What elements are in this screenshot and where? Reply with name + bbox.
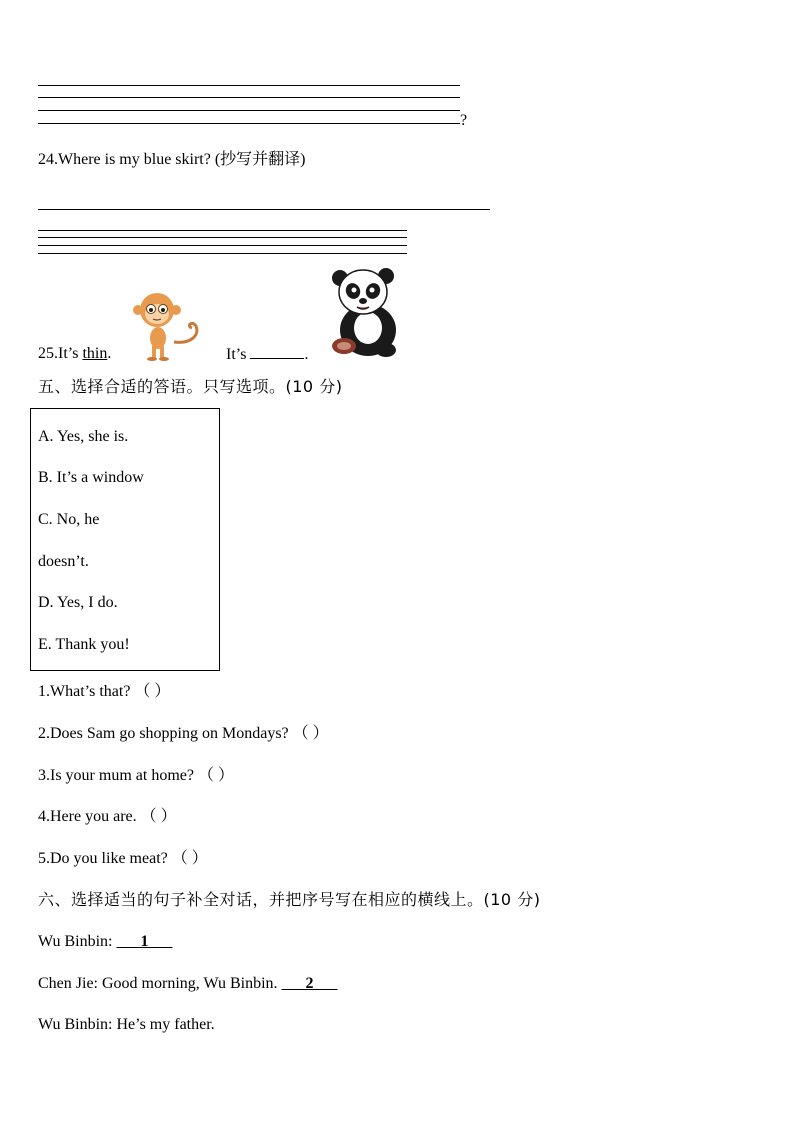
answer-line[interactable] (38, 245, 407, 246)
dialogue-line-1 (38, 932, 172, 952)
question-25-second (226, 344, 308, 365)
answer-line[interactable] (38, 110, 460, 111)
dialogue-line-2 (38, 974, 338, 994)
answer-line[interactable] (38, 230, 407, 231)
blank-1-number: 1 (140, 933, 149, 950)
question-24: 24.Where is my blue skirt? (抄写并翻译) (38, 151, 306, 168)
line-text: Good morning, Wu Binbin. (102, 975, 282, 992)
question-5: 5.Do you like meat? （ ） (38, 850, 208, 867)
panda-icon (326, 264, 406, 360)
blank-2[interactable] (282, 975, 338, 992)
line-text: He’s my father. (116, 1016, 215, 1033)
question-mark: ? (460, 112, 468, 129)
question-2: 2.Does Sam go shopping on Mondays? （ ） (38, 725, 329, 742)
dialogue-line-3 (38, 1015, 215, 1035)
q25-blank[interactable] (250, 344, 304, 359)
option-a: A. Yes, she is. (38, 428, 129, 445)
options-box (30, 408, 220, 671)
answer-line[interactable] (38, 209, 490, 210)
option-c: C. No, he (38, 511, 100, 528)
option-c-cont: doesn’t. (38, 553, 89, 570)
option-e: E. Thank you! (38, 636, 130, 653)
section-6-heading: 六、选择适当的句子补全对话，并把序号写在相应的横线上。(10 分) (38, 890, 541, 909)
option-d: D. Yes, I do. (38, 594, 118, 611)
answer-line[interactable] (38, 237, 407, 238)
question-4: 4.Here you are. （ ） (38, 808, 177, 825)
blank-2-number: 2 (305, 975, 314, 992)
speaker: Wu Binbin: (38, 1016, 117, 1033)
answer-line[interactable] (38, 97, 460, 98)
question-3: 3.Is your mum at home? （ ） (38, 767, 234, 784)
answer-line[interactable] (38, 253, 407, 254)
section-5-heading: 五、选择合适的答语。只写选项。(10 分) (38, 377, 343, 396)
answer-line[interactable] (38, 123, 460, 124)
question-1: 1.What’s that? （ ） (38, 683, 171, 700)
q25-suffix: . (107, 345, 112, 362)
speaker: Wu Binbin: (38, 933, 117, 950)
q25-second-end: . (304, 346, 309, 363)
monkey-icon (130, 292, 206, 362)
option-b: B. It’s a window (38, 469, 144, 486)
blank-1[interactable] (116, 933, 172, 950)
q25-second-prefix: It’s (226, 346, 251, 363)
q25-word: thin (82, 345, 108, 362)
q25-prefix: 25.It’s (38, 345, 83, 362)
answer-line[interactable] (38, 85, 460, 86)
question-25 (38, 344, 111, 364)
speaker: Chen Jie: (38, 975, 102, 992)
